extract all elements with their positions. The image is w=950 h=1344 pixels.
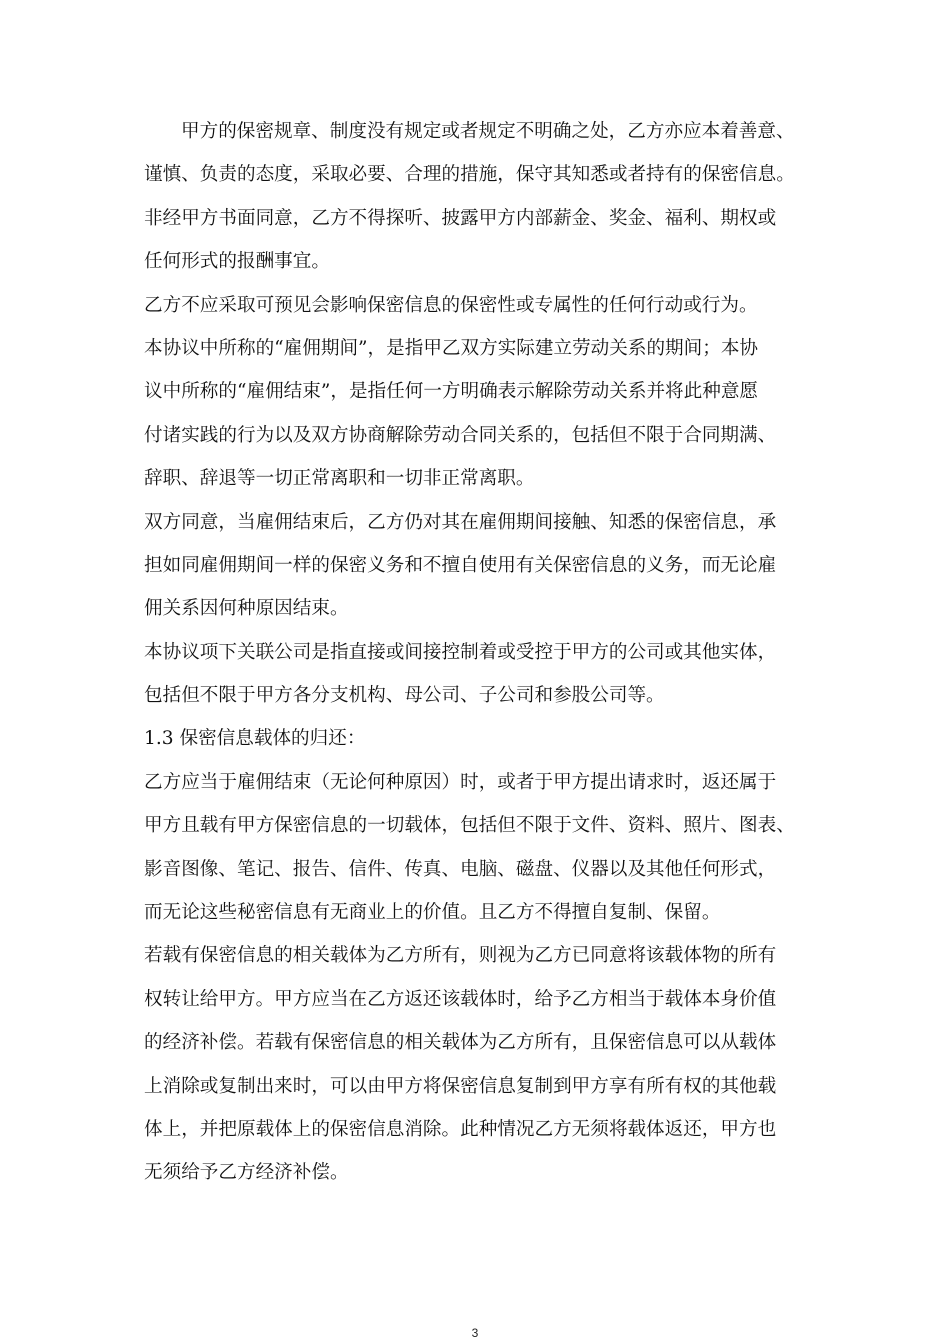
text-line: 本协议项下关联公司是指直接或间接控制着或受控于甲方的公司或其他实体，: [144, 641, 777, 663]
text-line: 付诸实践的行为以及双方协商解除劳动合同关系的，包括但不限于合同期满、: [144, 424, 777, 446]
text-line: 若载有保密信息的相关载体为乙方所有，则视为乙方已同意将该载体物的所有: [144, 945, 777, 967]
text-line: 担如同雇佣期间一样的保密义务和不擅自使用有关保密信息的义务，而无论雇: [144, 554, 777, 576]
text-line: 议中所称的“雇佣结束”，是指任何一方明确表示解除劳动关系并将此种意愿: [144, 381, 759, 403]
text-line: 上消除或复制出来时，可以由甲方将保密信息复制到甲方享有所有权的其他载: [144, 1075, 777, 1097]
document-body: [144, 110, 814, 1195]
text-line: 包括但不限于甲方各分支机构、母公司、子公司和参股公司等。: [144, 685, 665, 707]
text-line: 体上，并把原载体上的保密信息消除。此种情况乙方无须将载体返还，甲方也: [144, 1118, 777, 1140]
text-line: 本协议中所称的“雇佣期间”，是指甲乙双方实际建立劳动关系的期间；本协: [144, 337, 759, 359]
text-line: 甲方的保密规章、制度没有规定或者规定不明确之处，乙方亦应本着善意、: [181, 121, 795, 142]
text-line: 甲方且载有甲方保密信息的一切载体，包括但不限于文件、资料、照片、图表、: [144, 815, 795, 837]
text-line: 的经济补偿。若载有保密信息的相关载体为乙方所有，且保密信息可以从载体: [144, 1032, 777, 1054]
text-line: 非经甲方书面同意，乙方不得探听、披露甲方内部薪金、奖金、福利、期权或: [144, 207, 777, 229]
text-line: 谨慎、负责的态度，采取必要、合理的措施，保守其知悉或者持有的保密信息。: [144, 164, 795, 186]
text-line: 而无论这些秘密信息有无商业上的价值。且乙方不得擅自复制、保留。: [144, 902, 721, 924]
text-line: 佣关系因何种原因结束。: [144, 598, 349, 620]
text-line: 权转让给甲方。甲方应当在乙方返还该载体时，给予乙方相当于载体本身价值: [144, 988, 777, 1010]
page-number: 3: [471, 1326, 479, 1340]
text-line: 乙方不应采取可预见会影响保密信息的保密性或专属性的任何行动或行为。: [144, 294, 758, 316]
text-line: 乙方应当于雇佣结束（无论何种原因）时，或者于甲方提出请求时，返还属于: [144, 771, 777, 793]
text-line: 双方同意，当雇佣结束后，乙方仍对其在雇佣期间接触、知悉的保密信息，承: [144, 511, 777, 533]
text-line: 任何形式的报酬事宜。: [144, 251, 330, 273]
text-line: 辞职、辞退等一切正常离职和一切非正常离职。: [144, 468, 535, 490]
section-heading: 1.3 保密信息载体的归还：: [144, 728, 366, 750]
text-line: 影音图像、笔记、报告、信件、传真、电脑、磁盘、仪器以及其他任何形式，: [144, 858, 777, 880]
text-line: 无须给予乙方经济补偿。: [144, 1162, 349, 1184]
